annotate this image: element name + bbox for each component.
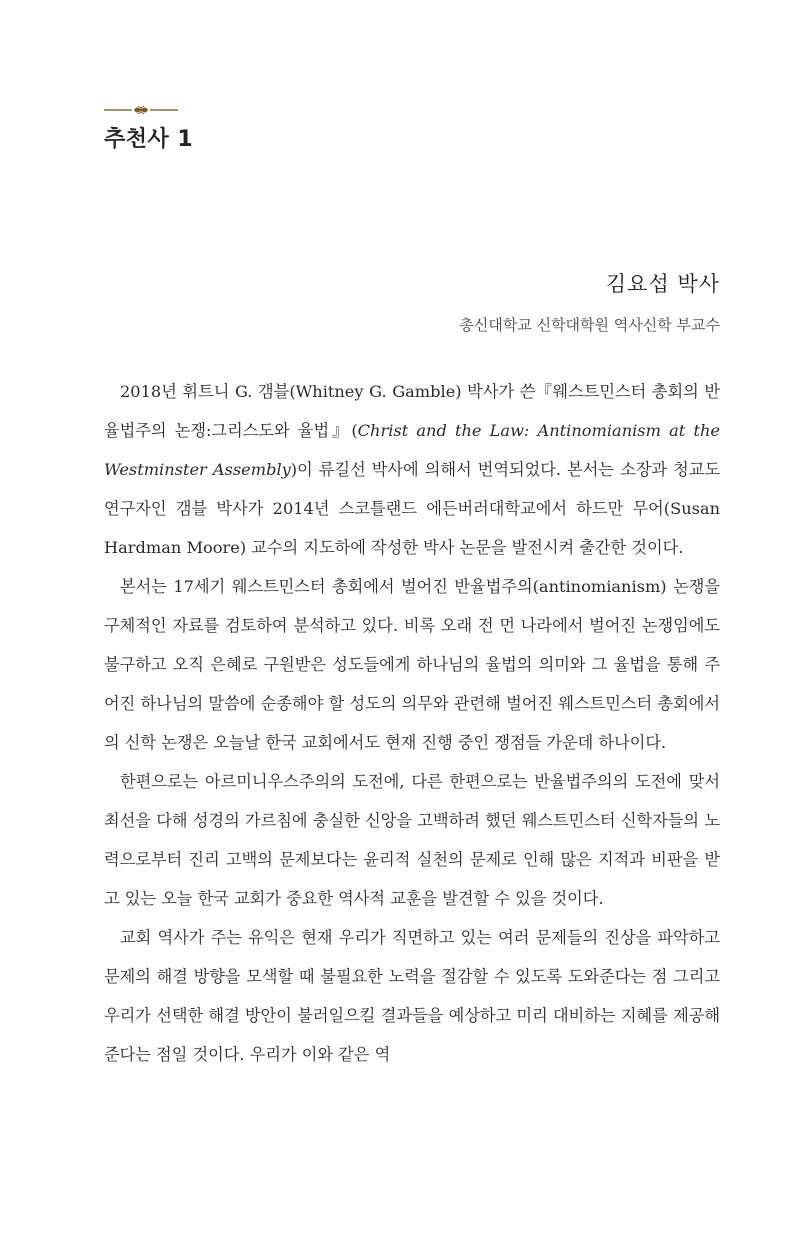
author-block bbox=[459, 268, 720, 335]
paragraph-2: 본서는 17세기 웨스트민스터 총회에서 벌어진 반율법주의(antinomianism) 논쟁을 구체적인 자료를 검토하여 분석하고 있다. 비록 오래 전 먼 나라에서 벌어진 논쟁임에도 불구하고 오직 은혜로 구원받은 성도들에게 하나님의 율법의 의미와 그 율법을 통해 주어진 하나님의 말씀에 순종해야 할 성도의 의무와 관련해 벌어진 웨스트민스터 총회에서의 신학 논쟁은 오늘날 한국 교회에서도 현재 진행 중인 쟁점들 가운데 하나이다. bbox=[104, 577, 720, 752]
paragraph-1-before: 2018년 휘트니 G. 갬블(Whitney G. Gamble) 박사가 쓴『웨스트민스터 총회의 반율법주의 논쟁:그리스도와 율법』( bbox=[104, 382, 720, 440]
author-affiliation: 총신대학교 신학대학원 역사신학 부교수 bbox=[459, 316, 720, 334]
paragraph-1 bbox=[104, 372, 720, 567]
paragraph-1-after: )이 류길선 박사에 의해서 번역되었다. 본서는 소장과 청교도 연구자인 갬블 박사가 2014년 스코틀랜드 에든버러대학교에서 하드만 무어(Susan Hardman Moore) 교수의 지도하에 작성한 박사 논문을 발전시켜 출간한 것이다. bbox=[104, 460, 720, 557]
section-heading: 추천사 1 bbox=[104, 127, 194, 152]
heading-ornament-icon bbox=[104, 103, 178, 117]
body-text bbox=[104, 372, 720, 1074]
paragraph-3: 한편으로는 아르미니우스주의의 도전에, 다른 한편으로는 반율법주의의 도전에 맞서 최선을 다해 성경의 가르침에 충실한 신앙을 고백하려 했던 웨스트민스터 신학자들의 노력으로부터 진리 고백의 문제보다는 윤리적 실천의 문제로 인해 많은 지적과 비판을 받고 있는 오늘 한국 교회가 중요한 역사적 교훈을 발견할 수 있을 것이다. bbox=[104, 772, 720, 908]
author-name: 김요섭 박사 bbox=[605, 272, 720, 296]
paragraph-4: 교회 역사가 주는 유익은 현재 우리가 직면하고 있는 여러 문제들의 진상을 파악하고 문제의 해결 방향을 모색할 때 불필요한 노력을 절감할 수 있도록 도와준다는 점 그리고 우리가 선택한 해결 방안이 불러일으킬 결과들을 예상하고 미리 대비하는 지혜를 제공해 준다는 점일 것이다. 우리가 이와 같은 역 bbox=[104, 928, 720, 1064]
english-book-title: Christ and the Law: Antinomianism at the Westminster Assembly bbox=[104, 421, 720, 479]
